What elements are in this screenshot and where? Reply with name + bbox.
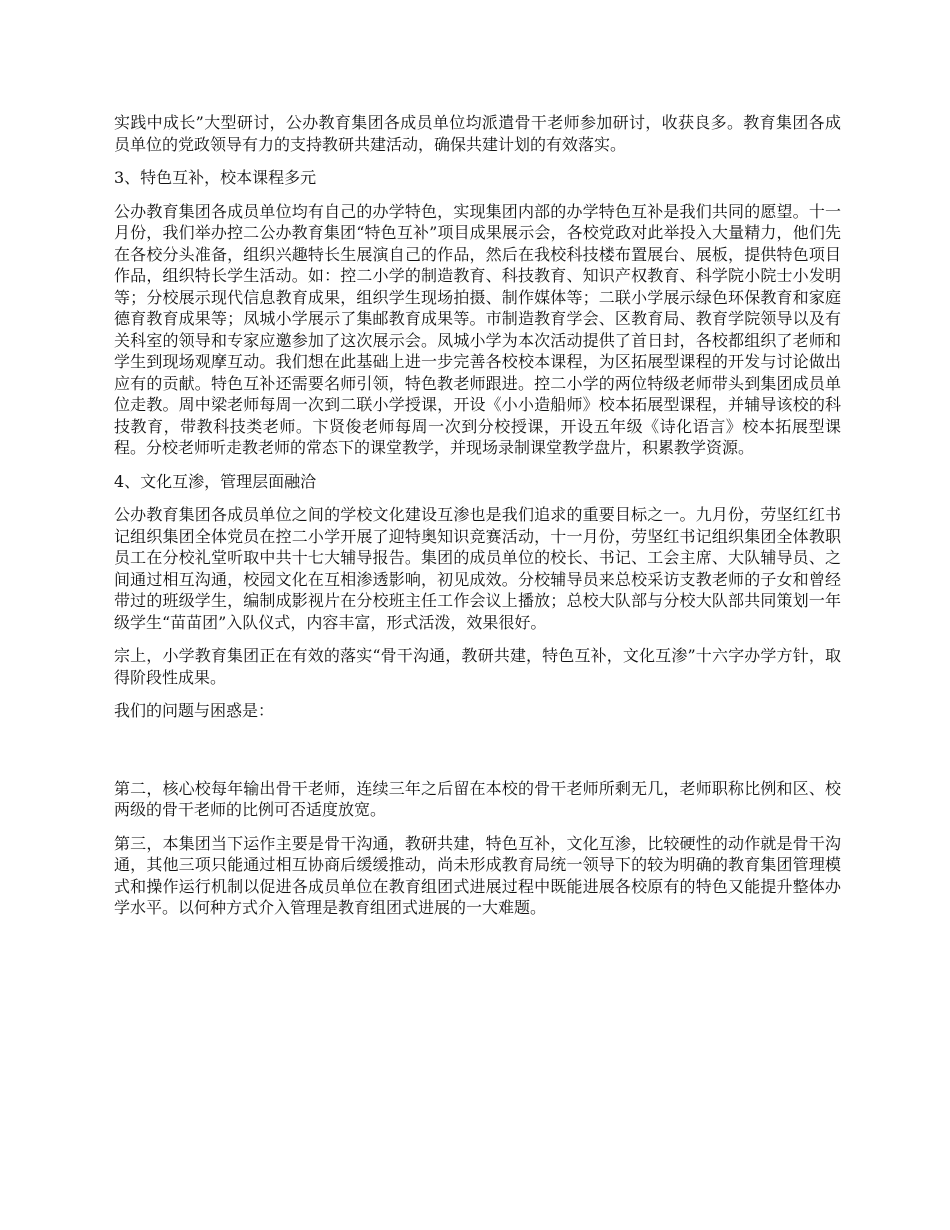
paragraph-problem-third: 第三，本集团当下运作主要是骨干沟通，教研共建，特色互补，文化互渗，比较硬性的动作就是骨干沟通，其他三项只能通过相互协商后缓缓推动，尚未形成教育局统一领导下的较为明确的教育集团管理模式和操作运行机制以促进各成员单位在教育组团式进展过程中既能进展各校原有的特色又能提升整体办学水平。以何种方式介入管理是教育组团式进展的一大难题。 [114,833,841,917]
section-heading-4: 4、文化互渗，管理层面融洽 [114,471,317,491]
paragraph-culture-integration: 公办教育集团各成员单位之间的学校文化建设互渗也是我们追求的重要目标之一。九月份，劳坚红红书记组织集团全体党员在控二小学开展了迎特奥知识竞赛活动，十一月份，劳坚红书记组织集团全体教职员工在分校礼堂听取中共十七大辅导报告。集团的成员单位的校长、书记、工会主席、大队辅导员、之间通过相互沟通，校园文化在互相渗透影响，初见成效。分校辅导员来总校采访支教老师的子女和曾经带过的班级学生，编制成影视片在分校班主任工作会议上播放；总校大队部与分校大队部共同策划一年级学生“苗苗团”入队仪式，内容丰富，形式活泼，效果很好。 [114,505,841,632]
paragraph-problems-intro: 我们的问题与困惑是： [114,701,275,720]
paragraph-problem-second: 第二，核心校每年输出骨干老师，连续三年之后留在本校的骨干老师所剩无几，老师职称比例和区、校两级的骨干老师的比例可否适度放宽。 [114,778,841,819]
section-heading-3: 3、特色互补，校本课程多元 [114,168,317,187]
document-body [114,112,841,931]
paragraph-conclusion: 宗上，小学教育集团正在有效的落实“骨干沟通，教研共建，特色互补，文化互渗”十六字办学方针，取得阶段性成果。 [114,646,841,687]
paragraph-research-summary: 实践中成长”大型研讨，公办教育集团各成员单位均派遣骨干老师参加研讨，收获良多。教育集团各成员单位的党政领导有力的支持教研共建活动，确保共建计划的有效落实。 [114,113,841,154]
blank-gap [114,734,841,778]
paragraph-feature-complement: 公办教育集团各成员单位均有自己的办学特色，实现集团内部的办学特色互补是我们共同的愿望。十一月份，我们举办控二公办教育集团“特色互补”项目成果展示会，各校党政对此举投入大量精力，他们先在各校分头准备，组织兴趣特长生展演自己的作品，然后在我校科技楼布置展台、展板，提供特色项目作品，组织特长学生活动。如：控二小学的制造教育、科技教育、知识产权教育、科学院小院士小发明等；分校展示现代信息教育成果，组织学生现场拍摄、制作媒体等；二联小学展示绿色环保教育和家庭德育教育成果等；凤城小学展示了集邮教育成果等。市制造教育学会、区教育局、教育学院领导以及有关科室的领导和专家应邀参加了这次展示会。凤城小学为本次活动提供了首日封，各校都组织了老师和学生到现场观摩互动。我们想在此基础上进一步完善各校校本课程，为区拓展型课程的开发与讨论做出应有的贡献。特色互补还需要名师引领，特色教老师跟进。控二小学的两位特级老师带头到集团成员单位走教。周中梁老师每周一次到二联小学授课，开设《小小造船师》校本拓展型课程，并辅导该校的科技教育，带教科技类老师。卞贤俊老师每周一次到分校授课，开设五年级《诗化语言》校本拓展型课程。分校老师听走教老师的常态下的课堂教学，并现场录制课堂教学盘片，积累教学资源。 [114,201,841,457]
